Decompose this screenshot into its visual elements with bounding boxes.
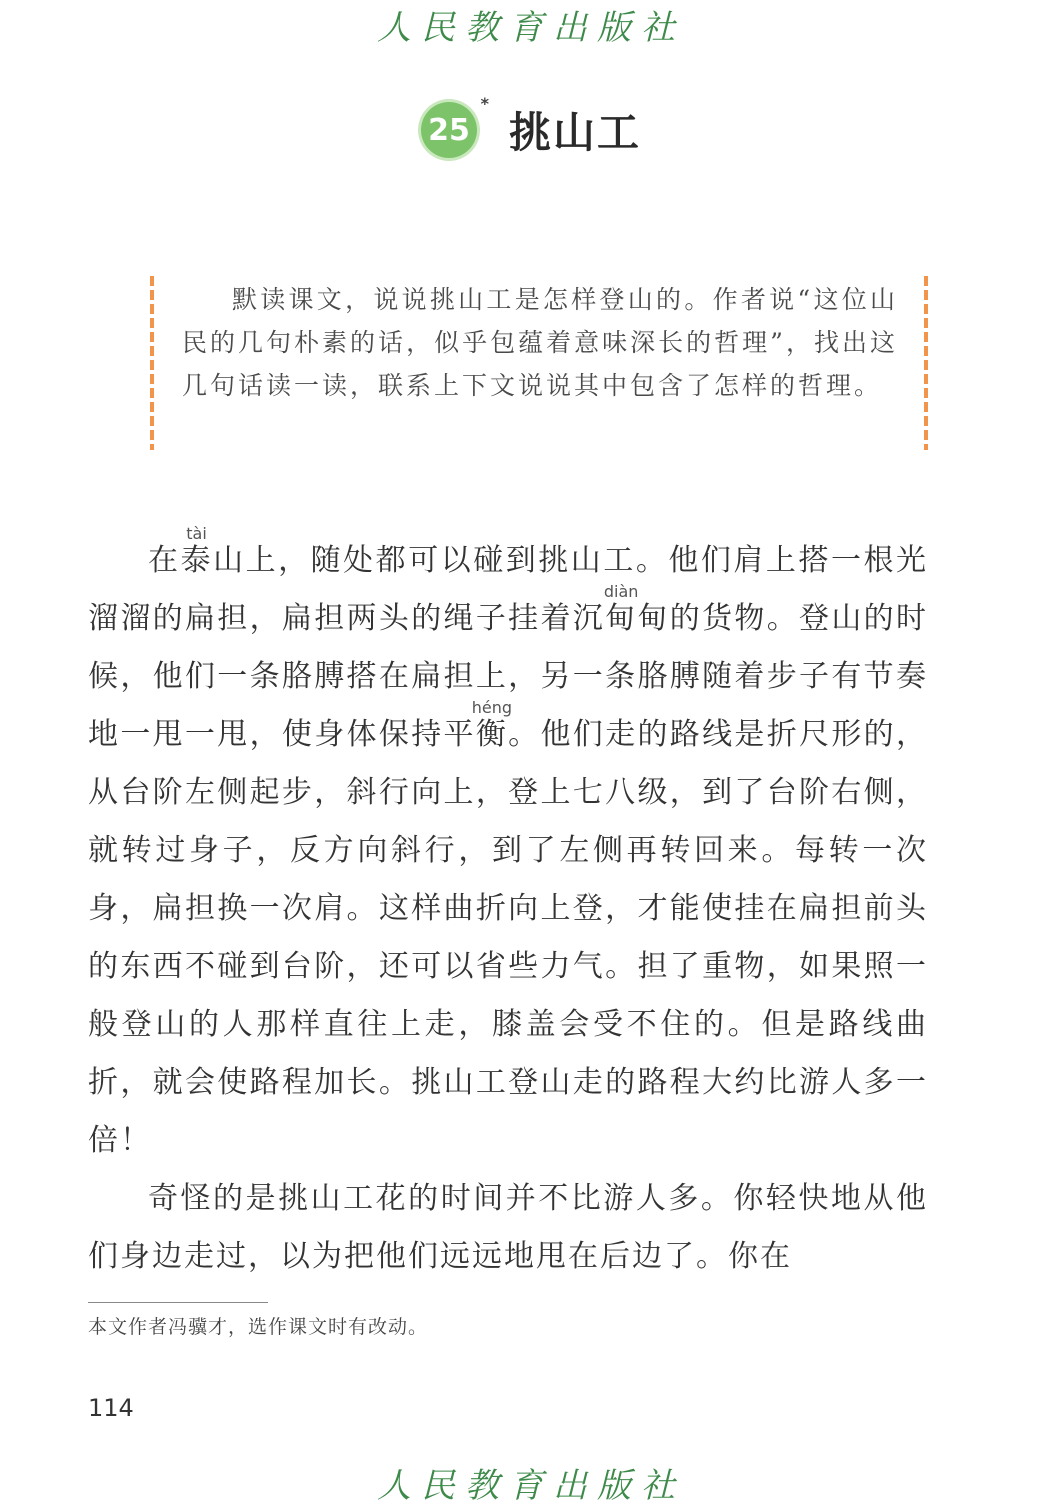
text-segment: 山上，随处都可以碰到挑山工。他们肩上搭一根光溜溜的扁担，扁担两头的绳子挂着沉 [88,543,929,636]
pinyin-word-dian [603,582,639,636]
pinyin: tài [180,524,213,543]
lesson-number-badge [421,94,489,158]
footnote: 本文作者冯骥才，选作课文时有改动。 [88,1316,429,1338]
annotated-char: 泰 [180,543,214,578]
page-number: 114 [88,1394,134,1422]
tip-right-border [924,276,928,450]
lesson-number: 25 [428,112,470,148]
reading-tip-text: 默读课文，说说挑山工是怎样登山的。作者说“这位山民的几句朴素的话，似乎包蕴着意味深长的哲理”，找出这几句话读一读，联系上下文说说其中包含了怎样的哲理。 [182,285,898,400]
pinyin-word-tai [180,524,214,578]
text-segment: 甸的货物。登山的时候，他们一条胳膊搭在扁担上，另一条胳膊随着步子有节奏地一甩一甩，使身体保持平 [88,601,928,752]
pinyin: héng [471,698,512,717]
pinyin-word-heng [471,698,512,752]
paragraph-1 [88,526,928,1170]
text-segment: 。他们走的路线是折尺形的，从台阶左侧起步，斜行向上，登上七八级，到了台阶右侧，就转过身子，反方向斜行，到了左侧再转回来。每转一次身，扁担换一次肩。这样曲折向上登，才能使挂在扁担前头的东西不碰到台阶，还可以省些力气。担了重物，如果照一般登山的人那样直往上走，膝盖会受不住的。但是路线曲折，就会使路程加长。挑山工登山走的路程大约比游人多一倍！ [88,717,929,1158]
annotated-char: 衡 [471,717,512,752]
pinyin: diàn [603,582,639,601]
text-segment: 在 [148,543,181,578]
optional-lesson-mark: * [480,94,489,113]
publisher-watermark-bottom: 人民教育出版社 [377,1466,685,1506]
lesson-body [88,526,928,1286]
lesson-title-row [0,94,1062,160]
publisher-watermark-top: 人民教育出版社 [377,8,685,48]
footnote-divider [88,1302,268,1303]
tip-left-border [150,276,154,450]
annotated-char: 甸 [603,601,639,636]
lesson-title: 挑山工 [508,108,641,157]
reading-tip-box [150,276,930,450]
paragraph-2: 奇怪的是挑山工花的时间并不比游人多。你轻快地从他们身边走过，以为把他们远远地甩在后边了。你在 [88,1181,928,1274]
